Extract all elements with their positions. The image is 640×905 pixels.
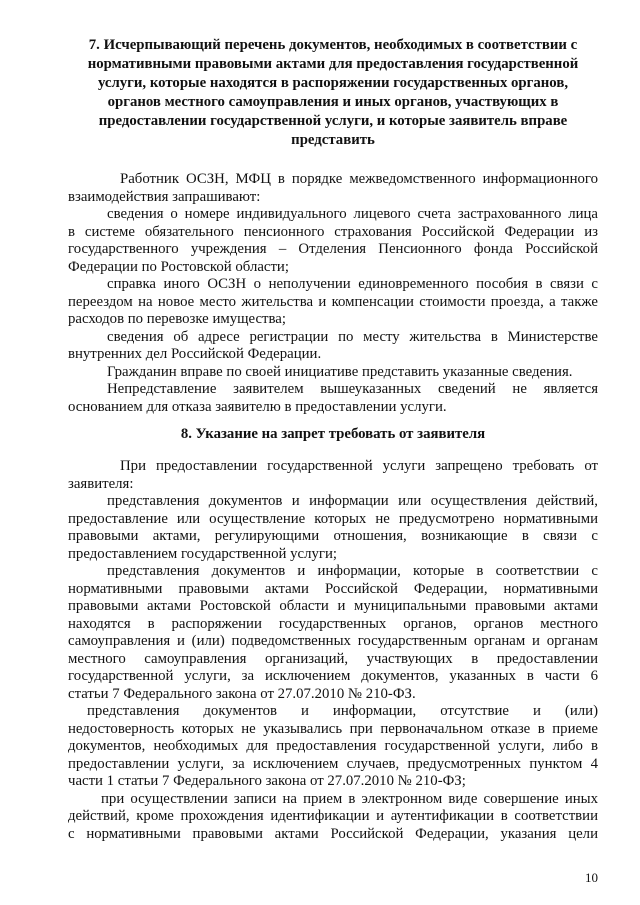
paragraph-pension-account <box>68 206 598 276</box>
text-line: документов, необходимых для предоставления государственной услуги, либо в <box>68 738 598 755</box>
paragraph-request-intro <box>68 171 598 206</box>
heading-line: 7. Исчерпывающий перечень документов, необходимых в соответствии с <box>88 36 578 53</box>
text-line: статьи 7 Федерального закона от 27.07.2010 № 210-ФЗ. <box>68 685 416 702</box>
text-line: заявителя: <box>68 475 134 492</box>
text-line: внутренних дел Российской Федерации. <box>68 346 322 363</box>
text-line: предоставлением государственной услуги; <box>68 545 337 562</box>
paragraph-non-submission <box>68 381 598 416</box>
text-line: Гражданин вправе по своей инициативе представить указанные сведения. <box>107 363 573 380</box>
text-line: при осуществлении записи на прием в электронном виде совершение иных <box>101 790 598 807</box>
section-8-body <box>68 458 598 843</box>
text-line: сведения о номере индивидуального лицевого счета застрахованного лица <box>107 206 598 223</box>
heading-line: предоставлении государственной услуги, и которые заявитель вправе <box>98 112 568 129</box>
text-line: с нормативными правовыми актами Российской Федерации, указания цели <box>68 825 598 842</box>
text-line: Федерации по Ростовской области; <box>68 258 289 275</box>
heading-line: представить <box>291 131 375 148</box>
text-line: местного самоуправления организаций, участвующих в предоставлении <box>68 650 598 667</box>
paragraph-osszn-certificate <box>68 276 598 329</box>
text-line: действий, кроме прохождения идентификации и аутентификации в соответствии <box>68 808 598 825</box>
text-line: При предоставлении государственной услуги запрещено требовать от <box>120 458 598 475</box>
text-line: взаимодействия запрашивают: <box>68 188 261 205</box>
paragraph-prohibition-3 <box>68 703 598 791</box>
text-line: государственного учреждения – Отделения Пенсионного фонда Российской <box>68 241 598 258</box>
text-line: расходов по перевозке имущества; <box>68 311 286 328</box>
paragraph-citizen-right <box>68 364 598 382</box>
text-line: недостоверность которых не указывались при первоначальном отказе в приеме <box>68 720 598 737</box>
paragraph-prohibition-1 <box>68 493 598 563</box>
text-line: правовыми актами, регулирующими отношения, возникающие в связи с <box>68 528 598 545</box>
text-line: предоставление или осуществление которых не предусмотрено нормативными <box>68 510 598 527</box>
paragraph-registration-address <box>68 329 598 364</box>
text-line: предоставлении услуги, за исключением случаев, предусмотренных пунктом 4 <box>68 755 598 772</box>
text-line: представления документов и информации или осуществления действий, <box>107 493 598 510</box>
heading-line: нормативными правовыми актами для предоставления государственной <box>87 55 579 72</box>
paragraph-prohibition-2 <box>68 563 598 703</box>
text-line: переездом на новое место жительства и компенсации стоимости проезда, а также <box>68 293 598 310</box>
heading-line: органов местного самоуправления и иных органов, участвующих в <box>107 93 559 110</box>
heading-line: услуги, которые находятся в распоряжении государственных органов, <box>97 74 569 91</box>
paragraph-prohibition-4 <box>68 791 598 844</box>
text-line: нормативными правовыми актами Российской Федерации, нормативными <box>68 580 598 597</box>
text-line: сведения об адресе регистрации по месту жительства в Министерстве <box>107 328 598 345</box>
text-line: Непредставление заявителем вышеуказанных сведений не является <box>107 381 598 398</box>
text-line: представления документов и информации, которые в соответствии с <box>107 563 598 580</box>
text-line: части 1 статьи 7 Федерального закона от 27.07.2010 № 210-ФЗ; <box>68 773 466 790</box>
section-7-body <box>68 171 598 416</box>
section-7-heading <box>68 36 598 150</box>
text-line: в системе обязательного пенсионного страхования Российской Федерации из <box>68 223 598 240</box>
heading-line: 8. Указание на запрет требовать от заявителя <box>180 425 486 442</box>
page-number: 10 <box>585 870 598 885</box>
text-line: справка иного ОСЗН о неполучении единовременного пособия в связи с <box>107 276 598 293</box>
text-line: самоуправления и (или) подведомственных государственным органам и органам <box>68 633 598 650</box>
paragraph-prohibition-intro <box>68 458 598 493</box>
text-line: государственной услуги, за исключением документов, указанных в части 6 <box>68 668 598 685</box>
text-line: находятся в распоряжении государственных органов, органов местного <box>68 615 598 632</box>
text-line: правовыми актами Ростовской области и муниципальными правовыми актами <box>68 598 598 615</box>
text-line: Работник ОСЗН, МФЦ в порядке межведомственного информационного <box>120 171 598 188</box>
text-line: основанием для отказа заявителю в предоставлении услуги. <box>68 398 447 415</box>
text-line: представления документов и информации, отсутствие и (или) <box>87 703 598 720</box>
section-8-heading <box>68 425 598 444</box>
